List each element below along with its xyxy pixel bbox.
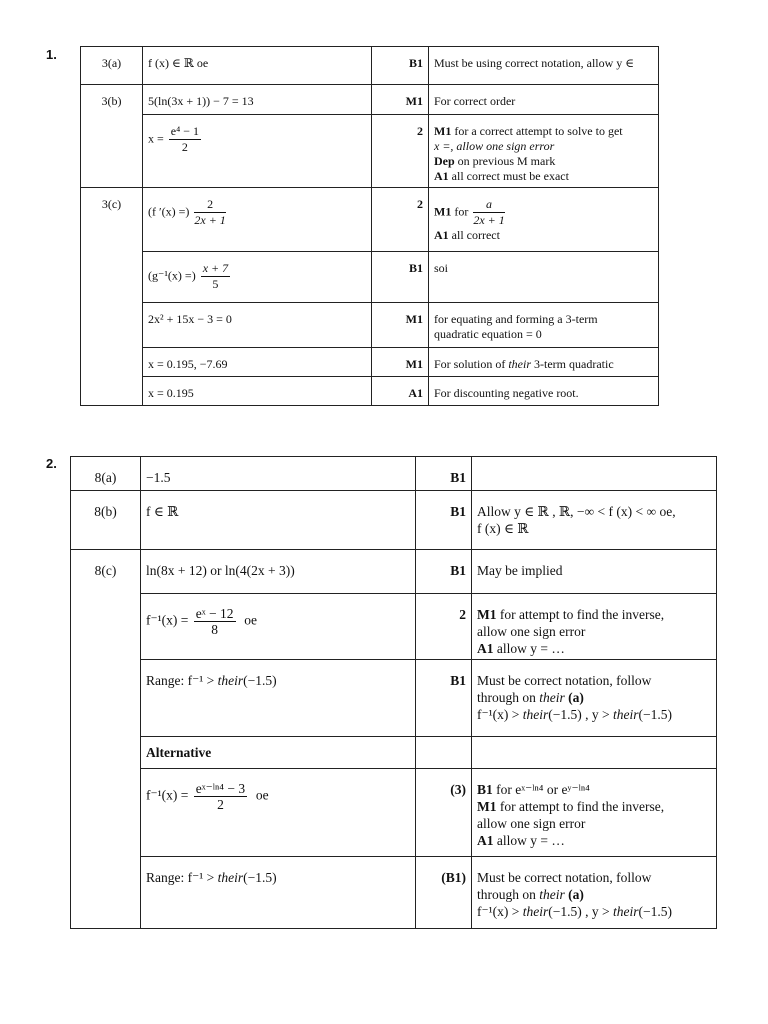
fraction: $\frac{x + 7}{5}$ bbox=[202, 261, 229, 291]
table-row bbox=[81, 348, 659, 377]
answer-cell: ln(8x + 12) or ln(4(2x + 3)) bbox=[141, 550, 416, 594]
answer-cell: f⁻¹(x) = $\frac{\text{eˣ⁻ˡⁿ⁴ − 3}}{2}$ oe bbox=[141, 769, 416, 857]
answer-cell: x = 0.195, −7.69 bbox=[143, 348, 372, 377]
fraction: $\frac{2}{2x + 1}$ bbox=[194, 197, 226, 227]
fraction: $\frac{\text{eˣ − 12}}{8}$ bbox=[195, 606, 234, 637]
mark-cell: 2 bbox=[372, 115, 429, 188]
answer-cell: f (x) ∈ ℝ oe bbox=[143, 47, 372, 85]
answer-cell: (f ′(x) =) $\frac{2}{2x + 1}$ bbox=[143, 188, 372, 252]
mark-cell: M1 bbox=[372, 303, 429, 348]
notes-cell: For correct order bbox=[429, 85, 659, 115]
answer-cell: 2x² + 15x − 3 = 0 bbox=[143, 303, 372, 348]
notes-cell: For solution of their 3-term quadratic bbox=[429, 348, 659, 377]
table-row bbox=[71, 491, 717, 550]
answer-cell: Range: f⁻¹ > their(−1.5) bbox=[141, 660, 416, 737]
question-part: 8(c) bbox=[71, 550, 141, 594]
mark-cell: (3) bbox=[416, 769, 472, 857]
notes-cell: Must be correct notation, follow through on their (a) f⁻¹(x) > their(−1.5) , y > their(−1.5) bbox=[472, 660, 717, 737]
answer-cell: x = 0.195 bbox=[143, 377, 372, 406]
notes-cell: Must be correct notation, follow through on their (a) f⁻¹(x) > their(−1.5) , y > their(−1.5) bbox=[472, 857, 717, 929]
mark-cell: B1 bbox=[416, 457, 472, 491]
notes-cell: B1 for eˣ⁻ˡⁿ⁴ or eʸ⁻ˡⁿ⁴ M1 for attempt to find the inverse, allow one sign error A1 allow y = … bbox=[472, 769, 717, 857]
answer-cell: f⁻¹(x) = $\frac{\text{eˣ − 12}}{8}$ oe bbox=[141, 594, 416, 660]
question-part: 3(a) bbox=[81, 47, 143, 85]
mark-cell: B1 bbox=[416, 550, 472, 594]
mark-cell: 2 bbox=[416, 594, 472, 660]
notes-cell: Allow y ∈ ℝ , ℝ, −∞ < f (x) < ∞ oe, f (x) ∈ ℝ bbox=[472, 491, 717, 550]
table-row bbox=[81, 377, 659, 406]
notes-cell: May be implied bbox=[472, 550, 717, 594]
table-row bbox=[81, 115, 659, 188]
mark-cell: B1 bbox=[416, 660, 472, 737]
table-row bbox=[71, 550, 717, 594]
question-part: 3(b) bbox=[81, 85, 143, 115]
notes-cell: for equating and forming a 3-term quadratic equation = 0 bbox=[429, 303, 659, 348]
table-row bbox=[81, 252, 659, 303]
table-row bbox=[71, 769, 717, 857]
answer-cell: Range: f⁻¹ > their(−1.5) bbox=[141, 857, 416, 929]
question-number-1: 1. bbox=[46, 47, 57, 62]
table-row bbox=[71, 457, 717, 491]
fraction: $\frac{a}{2x + 1}$ bbox=[473, 197, 505, 227]
alternative-label: Alternative bbox=[141, 737, 416, 769]
notes-cell: For discounting negative root. bbox=[429, 377, 659, 406]
mark-cell: (B1) bbox=[416, 857, 472, 929]
answer-cell: f ∈ ℝ bbox=[141, 491, 416, 550]
mark-cell: B1 bbox=[372, 252, 429, 303]
question-part: 3(c) bbox=[81, 188, 143, 252]
question-number-2: 2. bbox=[46, 456, 57, 471]
mark-cell: A1 bbox=[372, 377, 429, 406]
table-row bbox=[71, 737, 717, 769]
answer-cell: −1.5 bbox=[141, 457, 416, 491]
answer-cell: (g⁻¹(x) =) $\frac{x + 7}{5}$ bbox=[143, 252, 372, 303]
fraction: $\frac{\text{eˣ⁻ˡⁿ⁴ − 3}}{2}$ bbox=[195, 781, 246, 812]
notes-cell: M1 for attempt to find the inverse, allow one sign error A1 allow y = … bbox=[472, 594, 717, 660]
mark-cell: 2 bbox=[372, 188, 429, 252]
fraction: $\frac{\text{e⁴ − 1}}{2}$ bbox=[170, 124, 200, 154]
notes-cell: Must be using correct notation, allow y ∈ bbox=[429, 47, 659, 85]
table-row bbox=[71, 594, 717, 660]
table-row bbox=[71, 660, 717, 737]
table-row bbox=[81, 303, 659, 348]
answer-cell: x = $\frac{\text{e⁴ − 1}}{2}$ bbox=[143, 115, 372, 188]
mark-cell: B1 bbox=[372, 47, 429, 85]
table-row bbox=[81, 188, 659, 252]
notes-cell: M1 for $\frac{a}{2x + 1}$ A1 all correct bbox=[429, 188, 659, 252]
mark-cell: M1 bbox=[372, 85, 429, 115]
notes-cell: soi bbox=[429, 252, 659, 303]
mark-scheme-table-1 bbox=[80, 46, 659, 406]
answer-cell: 5(ln(3x + 1)) − 7 = 13 bbox=[143, 85, 372, 115]
notes-cell bbox=[472, 457, 717, 491]
table-row bbox=[81, 47, 659, 85]
table-row bbox=[81, 85, 659, 115]
mark-cell: M1 bbox=[372, 348, 429, 377]
question-part: 8(a) bbox=[71, 457, 141, 491]
notes-cell: M1 for a correct attempt to solve to get x =, allow one sign error Dep on previous M mark A1 all correct must be exact bbox=[429, 115, 659, 188]
table-row bbox=[71, 857, 717, 929]
mark-cell: B1 bbox=[416, 491, 472, 550]
mark-scheme-table-2 bbox=[70, 456, 717, 929]
question-part: 8(b) bbox=[71, 491, 141, 550]
